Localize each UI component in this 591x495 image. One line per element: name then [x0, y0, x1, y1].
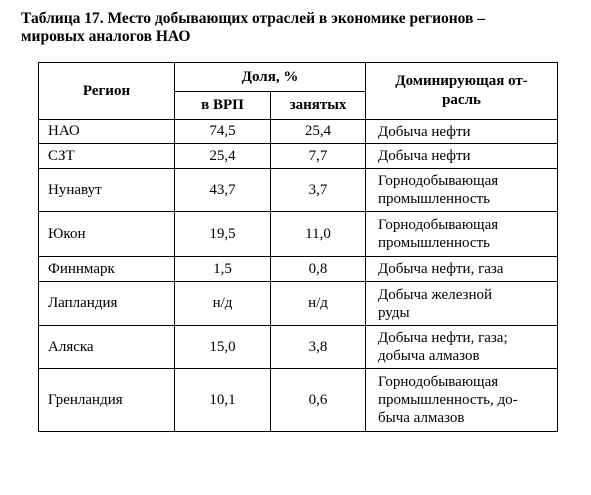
- table-row: [39, 326, 558, 369]
- cell-region: НАО: [39, 120, 175, 144]
- cell-employed: 3,7: [271, 169, 366, 212]
- table-row: [39, 282, 558, 326]
- dominant-line: руды: [378, 304, 410, 321]
- dominant-line: Добыча нефти: [378, 123, 471, 140]
- cell-employed: 3,8: [271, 326, 366, 369]
- dominant-line: Добыча нефти, газа: [378, 261, 504, 277]
- cell-dominant: [366, 257, 558, 282]
- header-gdp: в ВРП: [175, 92, 271, 120]
- table-row: [39, 257, 558, 282]
- caption-line-1: Таблица 17. Место добывающих отраслей в экономике регионов –: [21, 10, 486, 27]
- dominant-line: быча алмазов: [378, 410, 465, 426]
- dominant-line: Горнодобывающая: [378, 217, 499, 233]
- cell-dominant: [366, 144, 558, 169]
- dominant-line: промышленность, до-: [378, 392, 518, 408]
- header-dominant-line-2: расль: [442, 92, 481, 108]
- cell-region: Нунавут: [39, 169, 175, 212]
- cell-dominant: [366, 326, 558, 369]
- cell-gdp: 15,0: [175, 326, 271, 369]
- cell-region: Юкон: [39, 212, 175, 257]
- cell-region: Лапландия: [39, 282, 175, 326]
- table-row: [39, 144, 558, 169]
- data-table: [38, 62, 558, 432]
- table-row: [39, 369, 558, 432]
- cell-employed: н/д: [271, 282, 366, 326]
- table-row: [39, 169, 558, 212]
- cell-dominant: [366, 369, 558, 432]
- dominant-line: промышленность: [378, 191, 490, 207]
- cell-employed: 11,0: [271, 212, 366, 257]
- cell-gdp: 19,5: [175, 212, 271, 257]
- dominant-line: промышленность: [378, 235, 490, 251]
- cell-gdp: 25,4: [175, 144, 271, 169]
- caption-line-2: мировых аналогов НАО: [21, 28, 191, 45]
- table-row: [39, 212, 558, 257]
- cell-gdp: 43,7: [175, 169, 271, 212]
- cell-dominant: [366, 120, 558, 144]
- cell-gdp: 10,1: [175, 369, 271, 432]
- cell-dominant: [366, 169, 558, 212]
- cell-region: Аляска: [39, 326, 175, 369]
- cell-gdp: 1,5: [175, 257, 271, 282]
- table-caption: [21, 10, 581, 46]
- dominant-line: Добыча нефти: [378, 148, 471, 164]
- dominant-line: Добыча железной: [378, 286, 493, 303]
- dominant-line: добыча алмазов: [378, 348, 480, 364]
- cell-employed: 7,7: [271, 144, 366, 169]
- cell-gdp: 74,5: [175, 120, 271, 144]
- header-dominant: [366, 63, 558, 120]
- dominant-line: Горнодобывающая: [378, 374, 499, 390]
- header-share: Доля, %: [175, 63, 366, 92]
- cell-employed: 0,6: [271, 369, 366, 432]
- cell-employed: 0,8: [271, 257, 366, 282]
- header-employed: занятых: [271, 92, 366, 120]
- dominant-line: Добыча нефти, газа;: [378, 330, 508, 346]
- table-row: [39, 120, 558, 144]
- header-region: Регион: [39, 63, 175, 120]
- cell-region: Гренландия: [39, 369, 175, 432]
- cell-dominant: [366, 212, 558, 257]
- cell-dominant: [366, 282, 558, 326]
- cell-region: Финнмарк: [39, 257, 175, 282]
- cell-employed: 25,4: [271, 120, 366, 144]
- header-dominant-line-1: Доминирующая от-: [395, 73, 528, 89]
- dominant-line: Горнодобывающая: [378, 173, 499, 189]
- cell-region: СЗТ: [39, 144, 175, 169]
- cell-gdp: н/д: [175, 282, 271, 326]
